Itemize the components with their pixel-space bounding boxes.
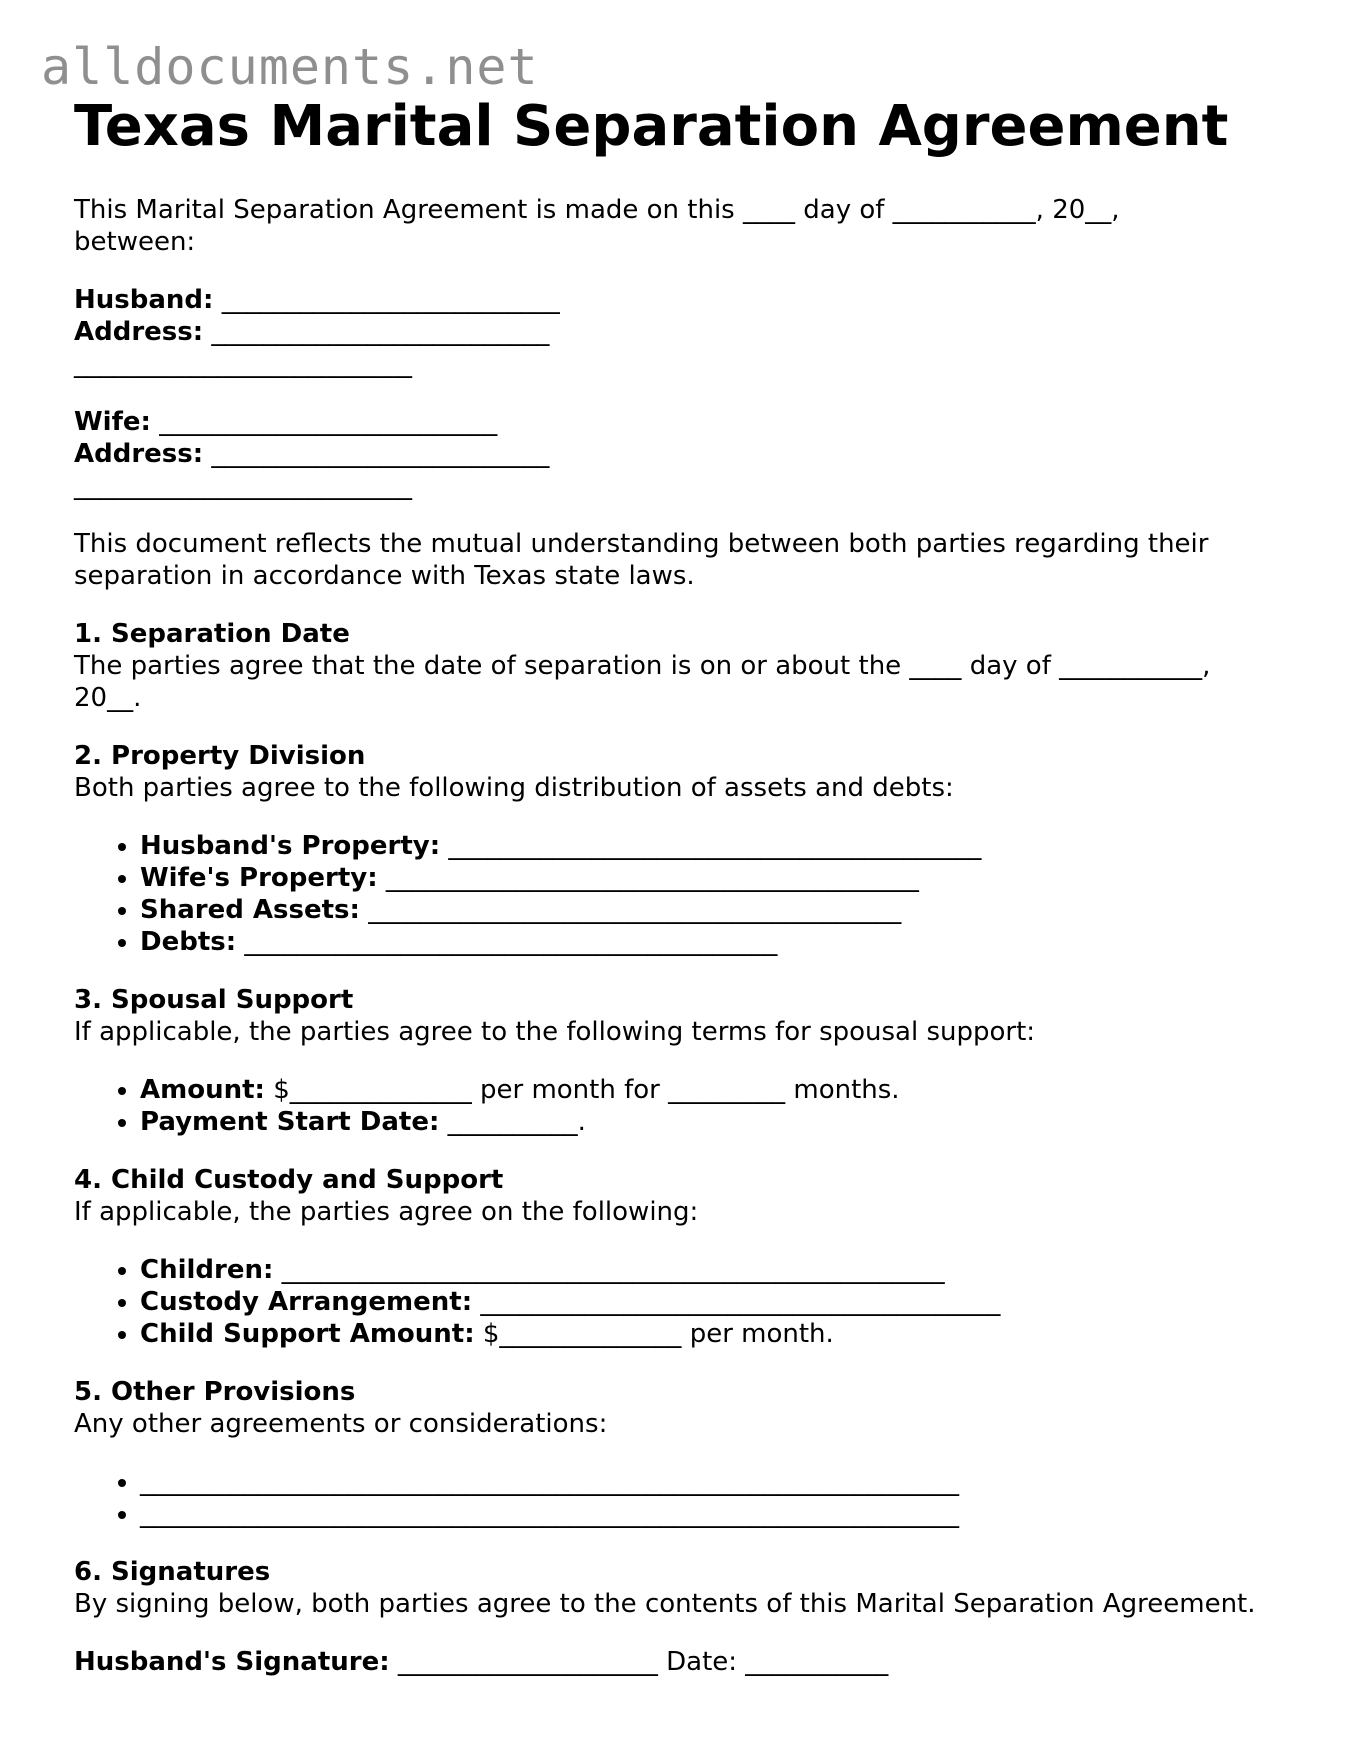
list-item bbox=[140, 862, 1304, 894]
husband-label: Husband: bbox=[74, 284, 214, 315]
debts-blank[interactable]: _________________________________________ bbox=[244, 926, 778, 957]
debts-label: Debts: bbox=[140, 926, 237, 957]
wife-address-label: Address: bbox=[74, 438, 204, 469]
wife-address-blank[interactable]: __________________________ bbox=[211, 438, 550, 469]
husband-property-blank[interactable]: _________________________________________ bbox=[448, 830, 982, 861]
section-3-text: If applicable, the parties agree to the following terms for spousal support: bbox=[74, 1016, 1036, 1047]
list-item bbox=[140, 830, 1304, 862]
preamble-line-2: separation in accordance with Texas state laws. bbox=[74, 560, 695, 591]
spousal-support-list bbox=[74, 1074, 1304, 1138]
husband-name-blank[interactable]: __________________________ bbox=[221, 284, 560, 315]
list-item bbox=[140, 1106, 1304, 1138]
child-support-blank[interactable]: $______________ per month. bbox=[482, 1318, 834, 1349]
husband-signature-label: Husband's Signature: bbox=[74, 1646, 390, 1677]
list-item bbox=[140, 1074, 1304, 1106]
section-6-text: By signing below, both parties agree to the contents of this Marital Separation Agreement. bbox=[74, 1588, 1256, 1619]
husband-property-label: Husband's Property: bbox=[140, 830, 441, 861]
husband-address-label: Address: bbox=[74, 316, 204, 347]
shared-assets-label: Shared Assets: bbox=[140, 894, 360, 925]
watermark: alldocuments.net bbox=[41, 38, 539, 96]
section-1-heading: 1. Separation Date bbox=[74, 618, 350, 649]
husband-signature-blank[interactable]: ____________________ Date: ___________ bbox=[397, 1646, 889, 1677]
intro-line-1: This Marital Separation Agreement is made on this ____ day of ___________, 20__, bbox=[74, 194, 1120, 225]
section-6-heading: 6. Signatures bbox=[74, 1556, 271, 1587]
section-2-heading: 2. Property Division bbox=[74, 740, 366, 771]
section-1-text bbox=[74, 650, 1304, 714]
amount-label: Amount: bbox=[140, 1074, 265, 1105]
list-item bbox=[140, 1466, 1304, 1498]
wife-name-blank[interactable]: __________________________ bbox=[159, 406, 498, 437]
section-1-line-1: The parties agree that the date of separation is on or about the ____ day of ___________, bbox=[74, 650, 1211, 681]
section-1-line-2: 20__. bbox=[74, 682, 142, 713]
list-item bbox=[140, 894, 1304, 926]
list-item bbox=[140, 926, 1304, 958]
wife-block bbox=[74, 406, 1304, 502]
section-5-text: Any other agreements or considerations: bbox=[74, 1408, 608, 1439]
husband-block bbox=[74, 284, 1304, 380]
child-custody-list bbox=[74, 1254, 1304, 1350]
list-item bbox=[140, 1498, 1304, 1530]
amount-blank[interactable]: $______________ per month for _________ months. bbox=[273, 1074, 900, 1105]
custody-arrangement-blank[interactable]: ________________________________________ bbox=[480, 1286, 1001, 1317]
document-page bbox=[74, 96, 1304, 1678]
preamble-line-1: This document reflects the mutual understanding between both parties regarding their bbox=[74, 528, 1209, 559]
child-support-label: Child Support Amount: bbox=[140, 1318, 475, 1349]
payment-start-label: Payment Start Date: bbox=[140, 1106, 440, 1137]
other-provision-blank[interactable]: _______________________________________________________________ bbox=[140, 1466, 959, 1497]
list-item bbox=[140, 1318, 1304, 1350]
preamble-paragraph bbox=[74, 528, 1304, 592]
husband-signature-line bbox=[74, 1646, 1304, 1678]
intro-paragraph bbox=[74, 194, 1304, 258]
shared-assets-blank[interactable]: _________________________________________ bbox=[368, 894, 902, 925]
custody-arrangement-label: Custody Arrangement: bbox=[140, 1286, 473, 1317]
wife-address-line-2[interactable]: __________________________ bbox=[74, 470, 412, 501]
section-4-text: If applicable, the parties agree on the following: bbox=[74, 1196, 699, 1227]
list-item bbox=[140, 1286, 1304, 1318]
payment-start-blank[interactable]: __________. bbox=[447, 1106, 586, 1137]
other-provisions-list bbox=[74, 1466, 1304, 1530]
section-2-text: Both parties agree to the following distribution of assets and debts: bbox=[74, 772, 954, 803]
section-5-heading: 5. Other Provisions bbox=[74, 1376, 356, 1407]
children-blank[interactable]: ___________________________________________________ bbox=[281, 1254, 945, 1285]
section-4-heading: 4. Child Custody and Support bbox=[74, 1164, 504, 1195]
husband-address-line-2[interactable]: __________________________ bbox=[74, 348, 412, 379]
intro-line-2: between: bbox=[74, 226, 196, 257]
husband-address-blank[interactable]: __________________________ bbox=[211, 316, 550, 347]
wife-label: Wife: bbox=[74, 406, 151, 437]
property-list bbox=[74, 830, 1304, 958]
document-title: Texas Marital Separation Agreement bbox=[74, 94, 1229, 159]
list-item bbox=[140, 1254, 1304, 1286]
wife-property-label: Wife's Property: bbox=[140, 862, 378, 893]
other-provision-blank[interactable]: _______________________________________________________________ bbox=[140, 1498, 959, 1529]
section-3-heading: 3. Spousal Support bbox=[74, 984, 354, 1015]
wife-property-blank[interactable]: _________________________________________ bbox=[385, 862, 919, 893]
children-label: Children: bbox=[140, 1254, 274, 1285]
